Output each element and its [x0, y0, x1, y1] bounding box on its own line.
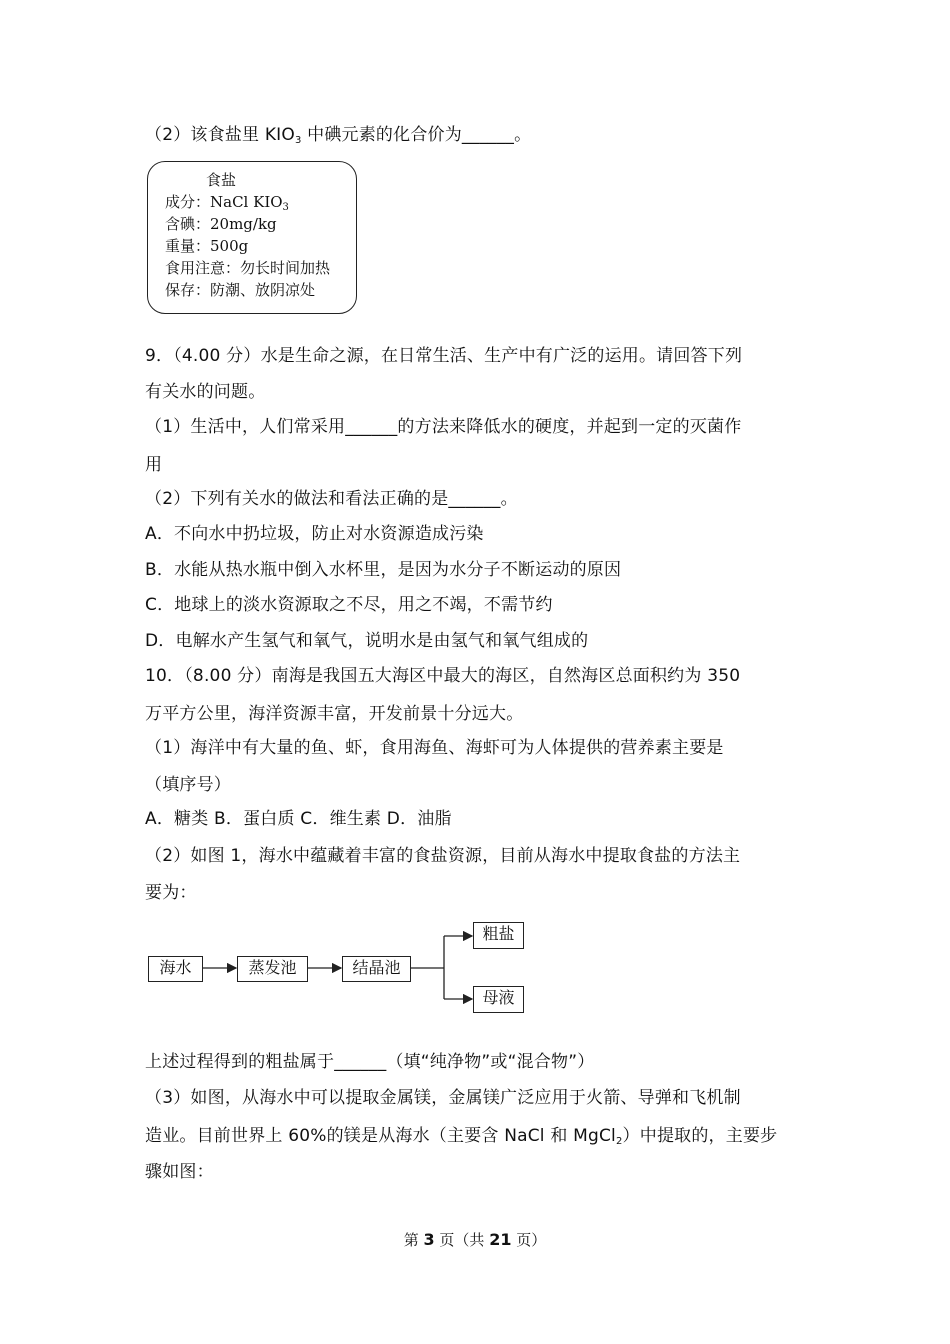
q10-part3-2: 造业。目前世界上 60%的镁是从海水（主要含 NaCl 和 MgCl$_2$）中提取的，主要步	[145, 1126, 778, 1147]
q10-part2-2: 要为：	[145, 883, 197, 903]
q9-stem-2: 有关水的问题。	[145, 382, 266, 402]
salt-label-iodine: 含碘：20mg/kg	[165, 215, 277, 233]
q9-option-d: D．电解水产生氢气和氧气，说明水是由氢气和氧气组成的	[145, 631, 589, 651]
page-total: 21	[489, 1230, 512, 1249]
q10-part3-1: （3）如图，从海水中可以提取金属镁，金属镁广泛应用于火箭、导弹和飞机制	[145, 1088, 741, 1108]
q9-stem-1: 9．（4.00 分）水是生命之源，在日常生活、生产中有广泛的运用。请回答下列	[145, 346, 743, 366]
flow-evaporation-pond: 蒸发池	[237, 956, 308, 982]
salt-label-ingredients: 成分：NaCl $KIO_3$	[165, 193, 289, 213]
q9-part2: （2）下列有关水的做法和看法正确的是______。	[145, 489, 518, 509]
page-number: 3	[423, 1230, 435, 1249]
q10-stem-1: 10．（8.00 分）南海是我国五大海区中最大的海区，自然海区总面积约为 350	[145, 666, 741, 686]
flow-seawater: 海水	[148, 956, 203, 982]
flow-crude-salt: 粗盐	[473, 922, 524, 949]
q10-part3-3: 骤如图：	[145, 1162, 214, 1182]
q9-option-b: B．水能从热水瓶中倒入水杯里，是因为水分子不断运动的原因	[145, 560, 622, 580]
q9-part1-1: （1）生活中，人们常采用______的方法来降低水的硬度，并起到一定的灭菌作	[145, 417, 742, 437]
flow-mother-liquor: 母液	[473, 986, 524, 1013]
q9-part1-2: 用	[145, 455, 163, 475]
q10-part2-question: 上述过程得到的粗盐属于______（填“纯净物”或“混合物”）	[145, 1052, 595, 1072]
q8-part2: （2）该食盐里 $KIO_3$ 中碘元素的化合价为______。	[145, 125, 532, 146]
q10-part2-1: （2）如图 1，海水中蕴藏着丰富的食盐资源，目前从海水中提取食盐的方法主	[145, 846, 741, 866]
q10-part1-1: （1）海洋中有大量的鱼、虾，食用海鱼、海虾可为人体提供的营养素主要是	[145, 738, 724, 758]
salt-label-storage: 保存：防潮、放阴凉处	[165, 281, 316, 299]
q10-stem-2: 万平方公里，海洋资源丰富，开发前景十分远大。	[145, 704, 524, 724]
salt-label-caution: 食用注意：勿长时间加热	[165, 259, 331, 277]
flow-crystallization-pond: 结晶池	[342, 956, 411, 982]
q10-part1-options: A．糖类 B．蛋白质 C．维生素 D．油脂	[145, 809, 452, 829]
q9-option-c: C．地球上的淡水资源取之不尽，用之不竭，不需节约	[145, 595, 553, 615]
page-footer: 第 3 页（共 21 页）	[403, 1230, 547, 1249]
q9-option-a: A．不向水中扔垃圾，防止对水资源造成污染	[145, 524, 484, 544]
salt-label-title: 食盐	[206, 171, 237, 189]
q10-part1-2: （填序号）	[145, 775, 231, 795]
salt-label-weight: 重量：500g	[165, 237, 249, 255]
